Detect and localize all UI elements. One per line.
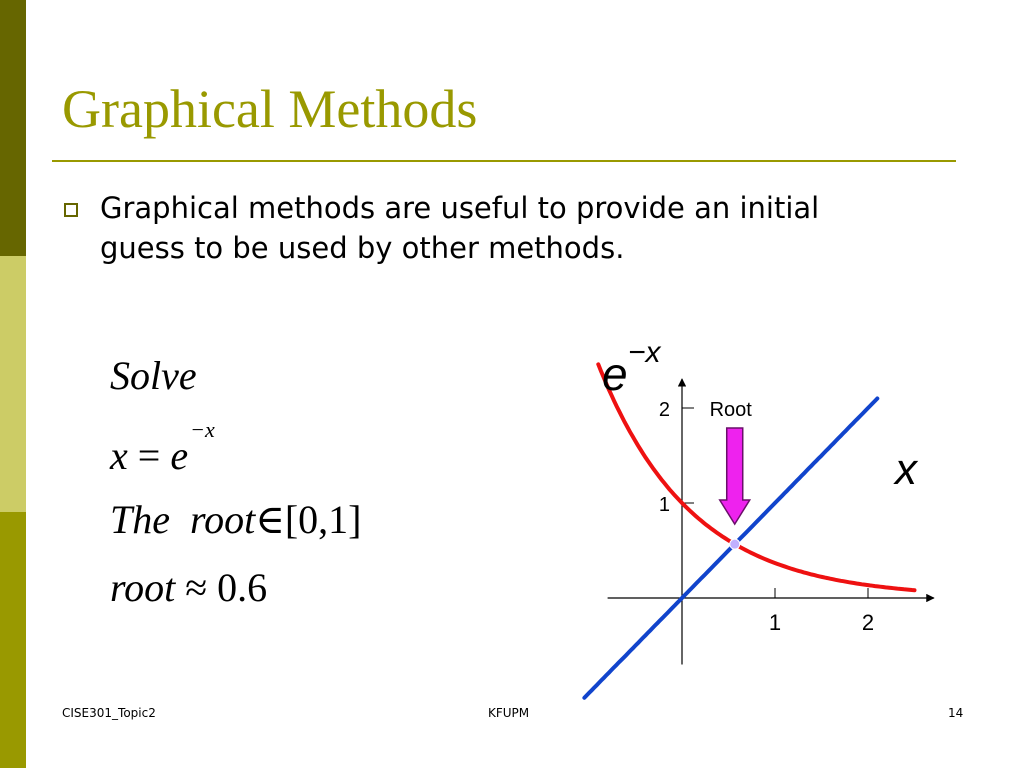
series-label-exp: e (602, 348, 628, 400)
footer-course: CISE301_Topic2 (62, 706, 156, 720)
y-tick-label: 2 (658, 399, 670, 421)
root-point-marker (730, 539, 740, 549)
math-approx: ≈ (185, 565, 208, 610)
math-line-solve: Solve (110, 353, 197, 398)
y-tick-label: 1 (658, 494, 670, 516)
math-exponent: −x (190, 416, 215, 442)
x-tick-label: 2 (861, 610, 875, 635)
math-root-word-2: root (110, 565, 176, 610)
series-label-exp-superscript: −x (628, 336, 661, 369)
math-the: The (110, 497, 170, 542)
math-equals: = (137, 433, 161, 478)
math-approx-value: 0.6 (217, 565, 268, 610)
math-e: e (170, 433, 189, 478)
footer-page-number: 14 (948, 706, 964, 720)
series-label-x: x (895, 445, 917, 494)
x-tick-label: 1 (768, 610, 782, 635)
math-x: x (110, 433, 128, 478)
math-interval: [0,1] (284, 497, 362, 542)
bullet-text: Graphical methods are useful to provide an initial guess to be used by other methods. (100, 191, 820, 265)
exp-curve-line (598, 364, 914, 590)
math-element-of: ∈ (255, 497, 285, 542)
root-pointer-arrow (720, 428, 750, 524)
root-annotation-label: Root (709, 399, 752, 421)
footer-institution: KFUPM (488, 706, 530, 720)
math-root-word: root (190, 497, 256, 542)
slide-title: Graphical Methods (62, 79, 478, 139)
